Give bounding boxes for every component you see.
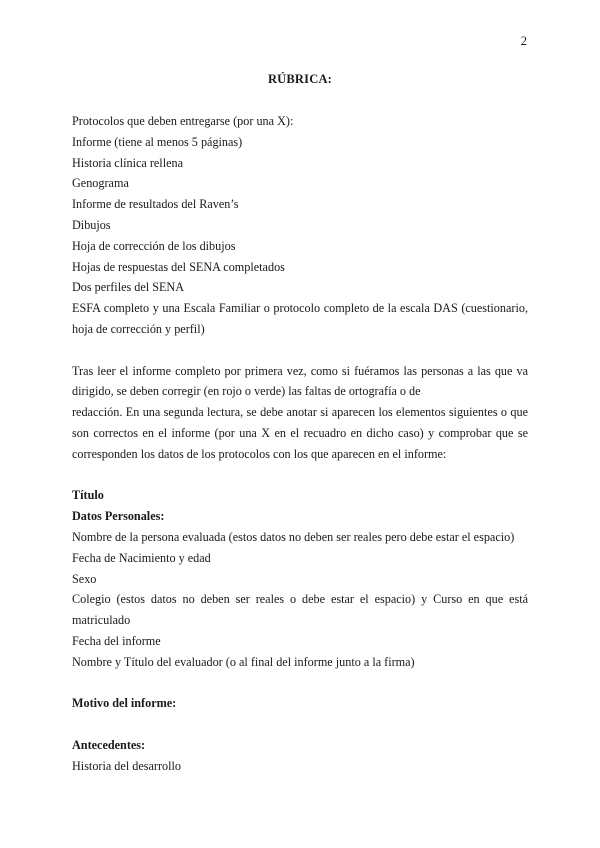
page-number: 2 — [520, 34, 527, 48]
protocols-heading: Protocolos que deben entregarse (por una X): — [72, 114, 294, 128]
titulo-heading: Título — [72, 488, 104, 503]
datos-item-evaluador: Nombre y Título del evaluador (o al final del informe junto a la firma) — [72, 654, 415, 669]
document-body — [72, 111, 528, 777]
instructions-line: corresponden los datos de los protocolos con los que aparecen en el informe: — [72, 446, 447, 461]
protocols-section — [72, 111, 528, 340]
protocol-item: Genograma — [72, 176, 129, 191]
datos-personales-heading: Datos Personales: — [72, 509, 165, 524]
protocol-item-esfa-continued: hoja de corrección y perfil) — [72, 321, 205, 336]
spacer — [72, 465, 528, 486]
instructions-line: redacción. En una segunda lectura, se debe anotar si aparecen los elementos siguientes o que — [72, 405, 528, 420]
protocol-item-esfa: ESFA completo y una Escala Familiar o protocolo completo de la escala DAS (cuestionario, — [72, 301, 528, 316]
protocol-item: Informe de resultados del Raven’s — [72, 197, 239, 212]
datos-item-fecha-nacimiento: Fecha de Nacimiento y edad — [72, 550, 211, 565]
spacer — [72, 340, 528, 361]
antecedentes-heading: Antecedentes: — [72, 737, 146, 752]
instructions-line: Tras leer el informe completo por primera vez, como si fuéramos las personas a las que va — [72, 363, 528, 378]
datos-item-nombre: Nombre de la persona evaluada (estos datos no deben ser reales pero debe estar el espacio) — [72, 529, 515, 544]
motivo-heading: Motivo del informe: — [72, 696, 177, 711]
protocol-item: Hojas de respuestas del SENA completados — [72, 259, 285, 274]
protocol-item: Dos perfiles del SENA — [72, 280, 185, 295]
instructions-line: dirigido, se deben corregir (en rojo o verde) las faltas de ortografía o de — [72, 384, 421, 399]
datos-item-fecha-informe: Fecha del informe — [72, 633, 161, 648]
protocol-item: Dibujos — [72, 217, 111, 232]
datos-item-colegio-continued: matriculado — [72, 613, 131, 628]
protocol-item: Hoja de corrección de los dibujos — [72, 238, 236, 253]
spacer — [72, 673, 528, 694]
instructions-paragraph — [72, 361, 528, 465]
page-title: RÚBRICA: — [267, 72, 333, 86]
spacer — [72, 714, 528, 735]
protocol-item: Informe (tiene al menos 5 páginas) — [72, 134, 243, 149]
protocol-item: Historia clínica rellena — [72, 155, 183, 170]
instructions-line: son correctos en el informe (por una X en el recuadro en dicho caso) y comprobar que se — [72, 425, 528, 440]
datos-item-colegio: Colegio (estos datos no deben ser reales o debe estar el espacio) y Curso en que está — [72, 592, 528, 607]
datos-item-sexo: Sexo — [72, 571, 97, 586]
historia-item: Historia del desarrollo — [72, 758, 181, 773]
